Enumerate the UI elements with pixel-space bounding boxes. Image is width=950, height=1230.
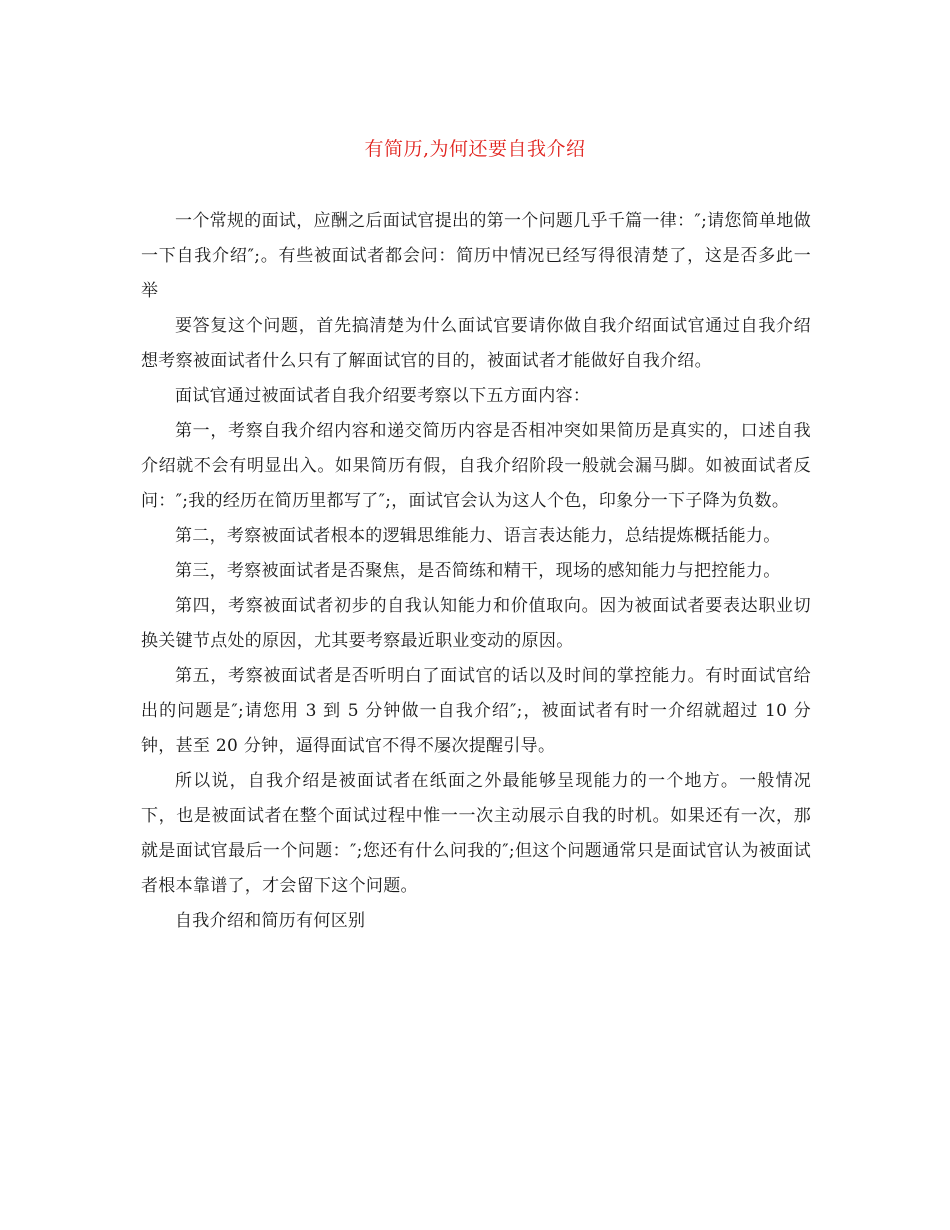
paragraph-conclusion: 所以说，自我介绍是被面试者在纸面之外最能够呈现能力的一个地方。一般情况下，也是被面试者在整个面试过程中惟一一次主动展示自我的时机。如果还有一次，那就是面试官最后一个问题：″;您还有什么问我的″;但这个问题通常只是面试官认为被面试者根本靠谱了，才会留下这个问题。 [141,771,811,896]
paragraph-answer: 要答复这个问题，首先搞清楚为什么面试官要请你做自我介绍面试官通过自我介绍想考察被面试者什么只有了解面试官的目的，被面试者才能做好自我介绍。 [141,316,811,371]
paragraph-third: 第三，考察被面试者是否聚焦，是否简练和精干，现场的感知能力与把控能力。 [175,561,781,581]
paragraph-subheading: 自我介绍和简历有何区别 [175,911,366,931]
paragraph-five-aspects: 面试官通过被面试者自我介绍要考察以下五方面内容： [175,386,591,406]
paragraph-first: 第一，考察自我介绍内容和递交简历内容是否相冲突如果简历是真实的，口述自我介绍就不会有明显出入。如果简历有假，自我介绍阶段一般就会漏马脚。如被面试者反问：″;我的经历在简历里都写了″;，面试官会认为这人个色，印象分一下子降为负数。 [141,421,811,511]
document-body [141,204,811,939]
paragraph-fifth: 第五，考察被面试者是否听明白了面试官的话以及时间的掌控能力。有时面试官给出的问题是″;请您用 3 到 5 分钟做一自我介绍″;，被面试者有时一介绍就超过 10 分钟，甚至 20 分钟，逼得面试官不得不屡次提醒引导。 [141,666,811,756]
paragraph-intro: 一个常规的面试，应酬之后面试官提出的第一个问题几乎千篇一律：″;请您简单地做一下自我介绍″;。有些被面试者都会问：简历中情况已经写得很清楚了，这是否多此一举 [141,211,811,301]
paragraph-fourth: 第四，考察被面试者初步的自我认知能力和价值取向。因为被面试者要表达职业切换关键节点处的原因，尤其要考察最近职业变动的原因。 [141,596,811,651]
document-title: 有简历,为何还要自我介绍 [364,138,586,160]
paragraph-second: 第二，考察被面试者根本的逻辑思维能力、语言表达能力，总结提炼概括能力。 [175,526,781,546]
